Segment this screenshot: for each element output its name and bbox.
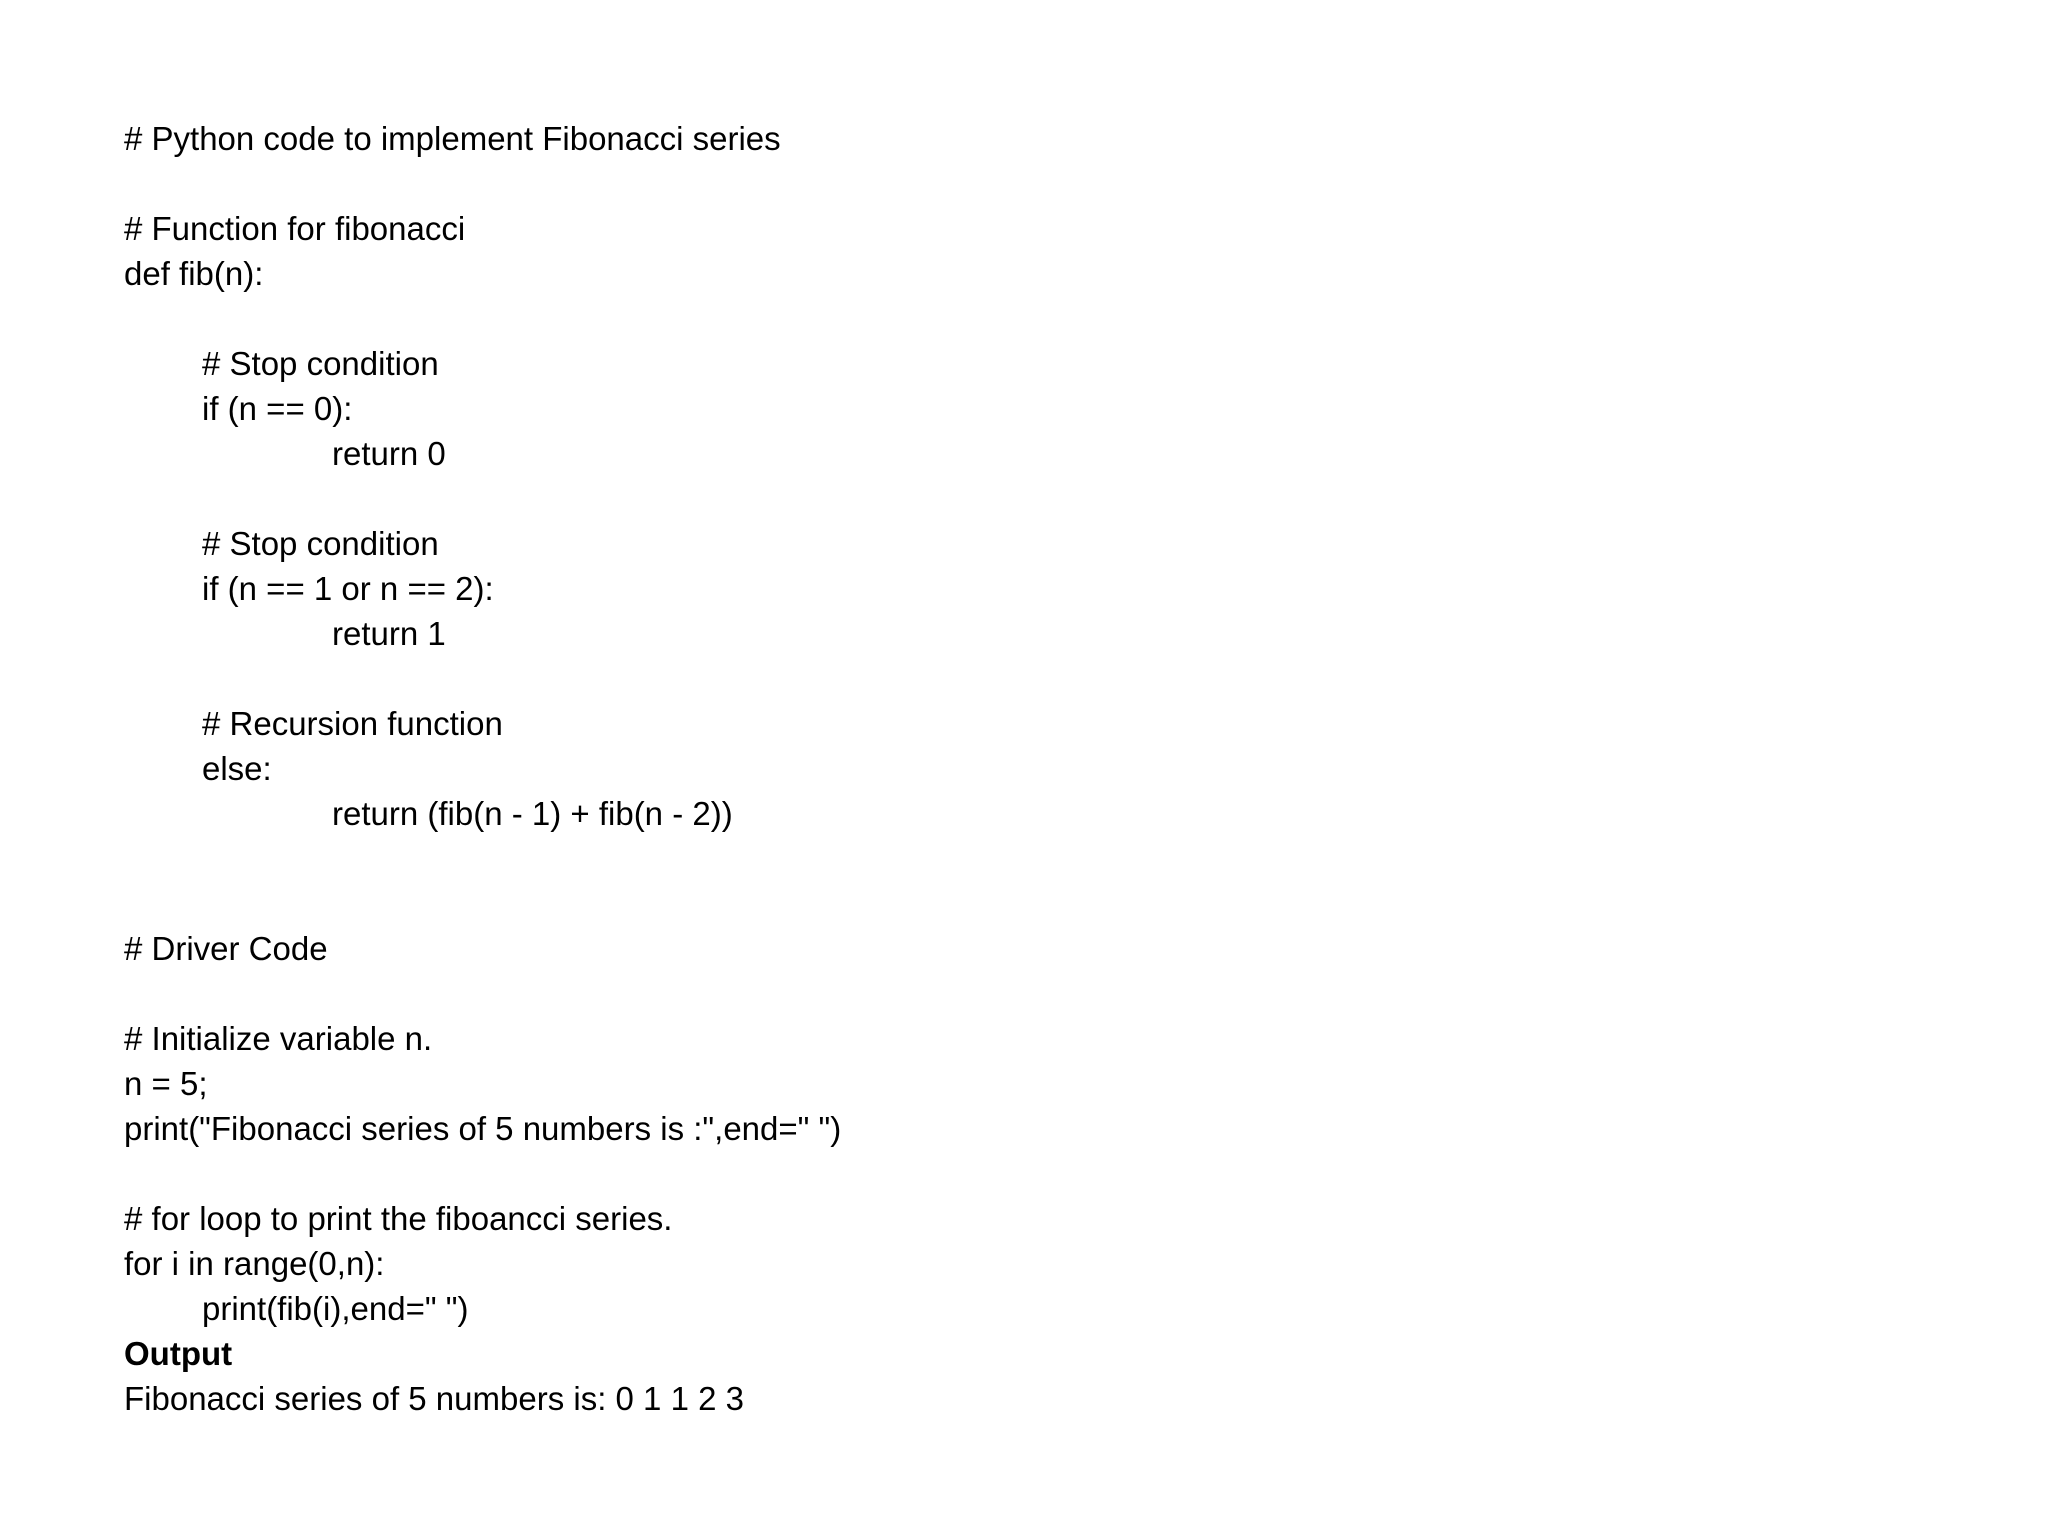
code-line: return 0 [332,435,446,472]
code-line: else: [202,750,272,787]
output-text: Fibonacci series of 5 numbers is: 0 1 1 2 3 [124,1380,744,1417]
blank-line [124,161,1924,206]
blank-line [124,971,1924,1016]
blank-line [124,656,1924,701]
code-line: for i in range(0,n): [124,1245,385,1282]
code-line: # Stop condition [202,345,439,382]
code-line: if (n == 0): [202,390,353,427]
blank-line [124,836,1924,926]
code-line: print("Fibonacci series of 5 numbers is :",end=" ") [124,1110,842,1147]
blank-line [124,1151,1924,1196]
code-line: n = 5; [124,1065,208,1102]
code-line: # Python code to implement Fibonacci series [124,120,781,157]
code-line: # Initialize variable n. [124,1020,433,1057]
code-line: # Driver Code [124,930,328,967]
blank-line [124,476,1924,521]
code-line: return (fib(n - 1) + fib(n - 2)) [332,795,733,832]
code-block [124,116,1924,1421]
code-line: print(fib(i),end=" ") [202,1290,469,1327]
blank-line [124,296,1924,341]
code-line: def fib(n): [124,255,264,292]
code-line: # Function for fibonacci [124,210,466,247]
code-line: # for loop to print the fiboancci series. [124,1200,673,1237]
code-line: if (n == 1 or n == 2): [202,570,494,607]
code-line: # Stop condition [202,525,439,562]
output-heading: Output [124,1335,233,1372]
code-line: return 1 [332,615,446,652]
code-line: # Recursion function [202,705,503,742]
